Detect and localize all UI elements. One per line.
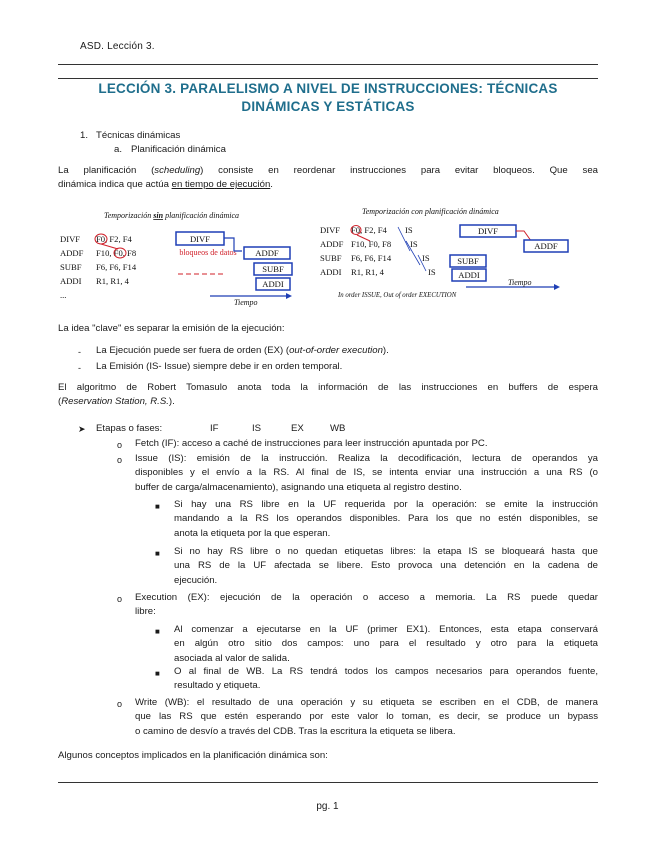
- title-rule: [58, 78, 598, 79]
- left-op: SUBF: [60, 262, 82, 272]
- left-op: ADDF: [60, 248, 84, 258]
- right-args: F6, F6, F14: [351, 253, 392, 263]
- bullet-issue: La Emisión (IS- Issue) siempre debe ir en orden temporal.: [96, 361, 343, 372]
- circle-bullet: o: [117, 699, 123, 709]
- closing-sentence: Algunos conceptos implicados en la planificación dinámica son:: [58, 750, 328, 761]
- phase-ex: EX: [291, 423, 304, 434]
- square-bullet: ■: [155, 627, 160, 636]
- running-header: ASD. Lección 3.: [80, 41, 155, 52]
- right-instruction-list: [320, 225, 436, 277]
- left-args: F0, F2, F4: [96, 234, 132, 244]
- footer-rule: [58, 782, 598, 783]
- square-bullet: ■: [155, 502, 160, 511]
- subsection-letter: a.: [114, 144, 123, 155]
- dash-bullet: -: [78, 347, 81, 357]
- square-bullet: ■: [155, 549, 160, 558]
- execution-item: Execution (EX): ejecución de la operación o acceso a memoria. La RS puede quedar libre:: [135, 592, 598, 618]
- arrow-bullet: ➤: [78, 424, 86, 434]
- phase-if: IF: [210, 423, 219, 434]
- execution-subitem-start: Al comenzar a ejecutarse en la UF (primer EX1). Entonces, esta etapa conservará en algún otro sitio dos campos: uno para el resultado y otro para la etiqueta asociada al valor de salida.: [174, 624, 598, 664]
- time-axis-label: Tiempo: [508, 278, 532, 287]
- stall-label: bloqueos de datos: [179, 248, 237, 257]
- execution-subitem-end: O al final de WB. La RS tendrá todos los campos necesarios para operandos fuente, resultado y etiqueta.: [174, 666, 598, 692]
- title-line-2: DINÁMICAS Y ESTÁTICAS: [241, 99, 415, 114]
- phase-wb: WB: [330, 423, 346, 434]
- subsection-heading: Planificación dinámica: [131, 144, 226, 155]
- page-number: pg. 1: [316, 801, 339, 812]
- phases-label: Etapas o fases:: [96, 423, 163, 434]
- issue-marker: IS: [422, 253, 430, 263]
- issue-marker: IS: [410, 239, 418, 249]
- fetch-item: Fetch (IF): acceso a caché de instrucciones para leer instrucción apuntada por PC.: [135, 438, 488, 449]
- timeline-box-label: DIVF: [189, 234, 211, 244]
- key-idea: La idea "clave" es separar la emisión de la ejecución:: [58, 323, 285, 334]
- timeline-box-label: ADDI: [458, 270, 480, 280]
- right-op: SUBF: [320, 253, 342, 263]
- circle-bullet: o: [117, 594, 123, 604]
- section-number: 1.: [80, 130, 89, 141]
- timeline-box-label: ADDF: [534, 241, 558, 251]
- right-args: R1, R1, 4: [351, 267, 384, 277]
- phase-is: IS: [252, 423, 262, 434]
- timeline-box-label: SUBF: [457, 256, 479, 266]
- section-heading: Técnicas dinámicas: [96, 130, 181, 141]
- right-op: DIVF: [320, 225, 341, 235]
- left-figure-title: Temporización sin planificación dinámica: [104, 211, 240, 220]
- timeline-box-label: ADDI: [262, 279, 284, 289]
- issue-marker: IS: [428, 267, 436, 277]
- right-args: F0, F2, F4: [351, 225, 387, 235]
- intro-paragraph: La planificación (scheduling) consiste en reordenar instrucciones para evitar bloqueos. Que sea dinámica indica que actúa en tiempo de ejecución.: [58, 165, 598, 191]
- issue-marker: IS: [405, 225, 413, 235]
- square-bullet: ■: [155, 669, 160, 678]
- left-op: DIVF: [60, 234, 81, 244]
- timeline-box-label: DIVF: [477, 226, 499, 236]
- issue-subitem-rs-busy: Si no hay RS libre o no quedan etiquetas libres: la etapa IS se bloqueará hasta que una RS de la UF afectada se libere. Esto provoca una detención en la cadena de ejecución.: [174, 546, 598, 586]
- time-axis-arrowhead: [554, 284, 560, 290]
- circle-bullet: o: [117, 455, 123, 465]
- right-figure-title: Temporización con planificación dinámica: [362, 207, 499, 216]
- bullet-execution: La Ejecución puede ser fuera de orden (EX) (out-of-order execution).: [96, 345, 389, 356]
- time-axis-label: Tiempo: [234, 298, 258, 307]
- timeline-box-label: ADDF: [255, 248, 279, 258]
- write-item: Write (WB): el resultado de una operación y su etiqueta se escriben en el CDB, de manera que las RS que estén esperando por este valor lo toman, es decir, se produce un bypass o camino de desvío a través del CDB. Tras la escritura la etiqueta se libera.: [135, 697, 598, 737]
- title-line-1: LECCIÓN 3. PARALELISMO A NIVEL DE INSTRUCCIONES: TÉCNICAS: [98, 81, 558, 96]
- page-title: [58, 80, 598, 116]
- time-axis-arrowhead: [286, 293, 292, 299]
- left-op: ADDI: [60, 276, 82, 286]
- scheduling-figure: [58, 205, 598, 333]
- left-args: F10, F0, F8: [96, 248, 137, 258]
- timeline-box-label: SUBF: [262, 264, 284, 274]
- right-args: F10, F0, F8: [351, 239, 392, 249]
- dash-bullet: -: [78, 363, 81, 373]
- header-rule: [58, 64, 598, 65]
- right-figure-caption: In order ISSUE, Out of order EXECUTION: [338, 292, 457, 299]
- right-op: ADDI: [320, 267, 342, 277]
- tomasulo-paragraph: El algoritmo de Robert Tomasulo anota toda la información de las instrucciones en buffers de espera (Reservation Station, R.S.).: [58, 382, 598, 408]
- left-op: ...: [60, 290, 67, 300]
- right-op: ADDF: [320, 239, 344, 249]
- issue-subitem-rs-free: Si hay una RS libre en la UF requerida por la operación: se emite la instrucción mandando a la RS los operandos disponibles. Para los que no estén disponibles, se anota la etiqueta por la que esperan.: [174, 499, 598, 539]
- circle-bullet: o: [117, 440, 123, 450]
- left-args: R1, R1, 4: [96, 276, 129, 286]
- left-args: F6, F6, F14: [96, 262, 137, 272]
- issue-item: Issue (IS): emisión de la instrucción. Realiza la decodificación, lectura de operandos ya disponibles y el envío a la RS. Al final de IS, se intenta enviar una instrucción a una RS (o buffer de carga/almacenamiento), asignando una etiqueta al registro destino.: [135, 453, 598, 493]
